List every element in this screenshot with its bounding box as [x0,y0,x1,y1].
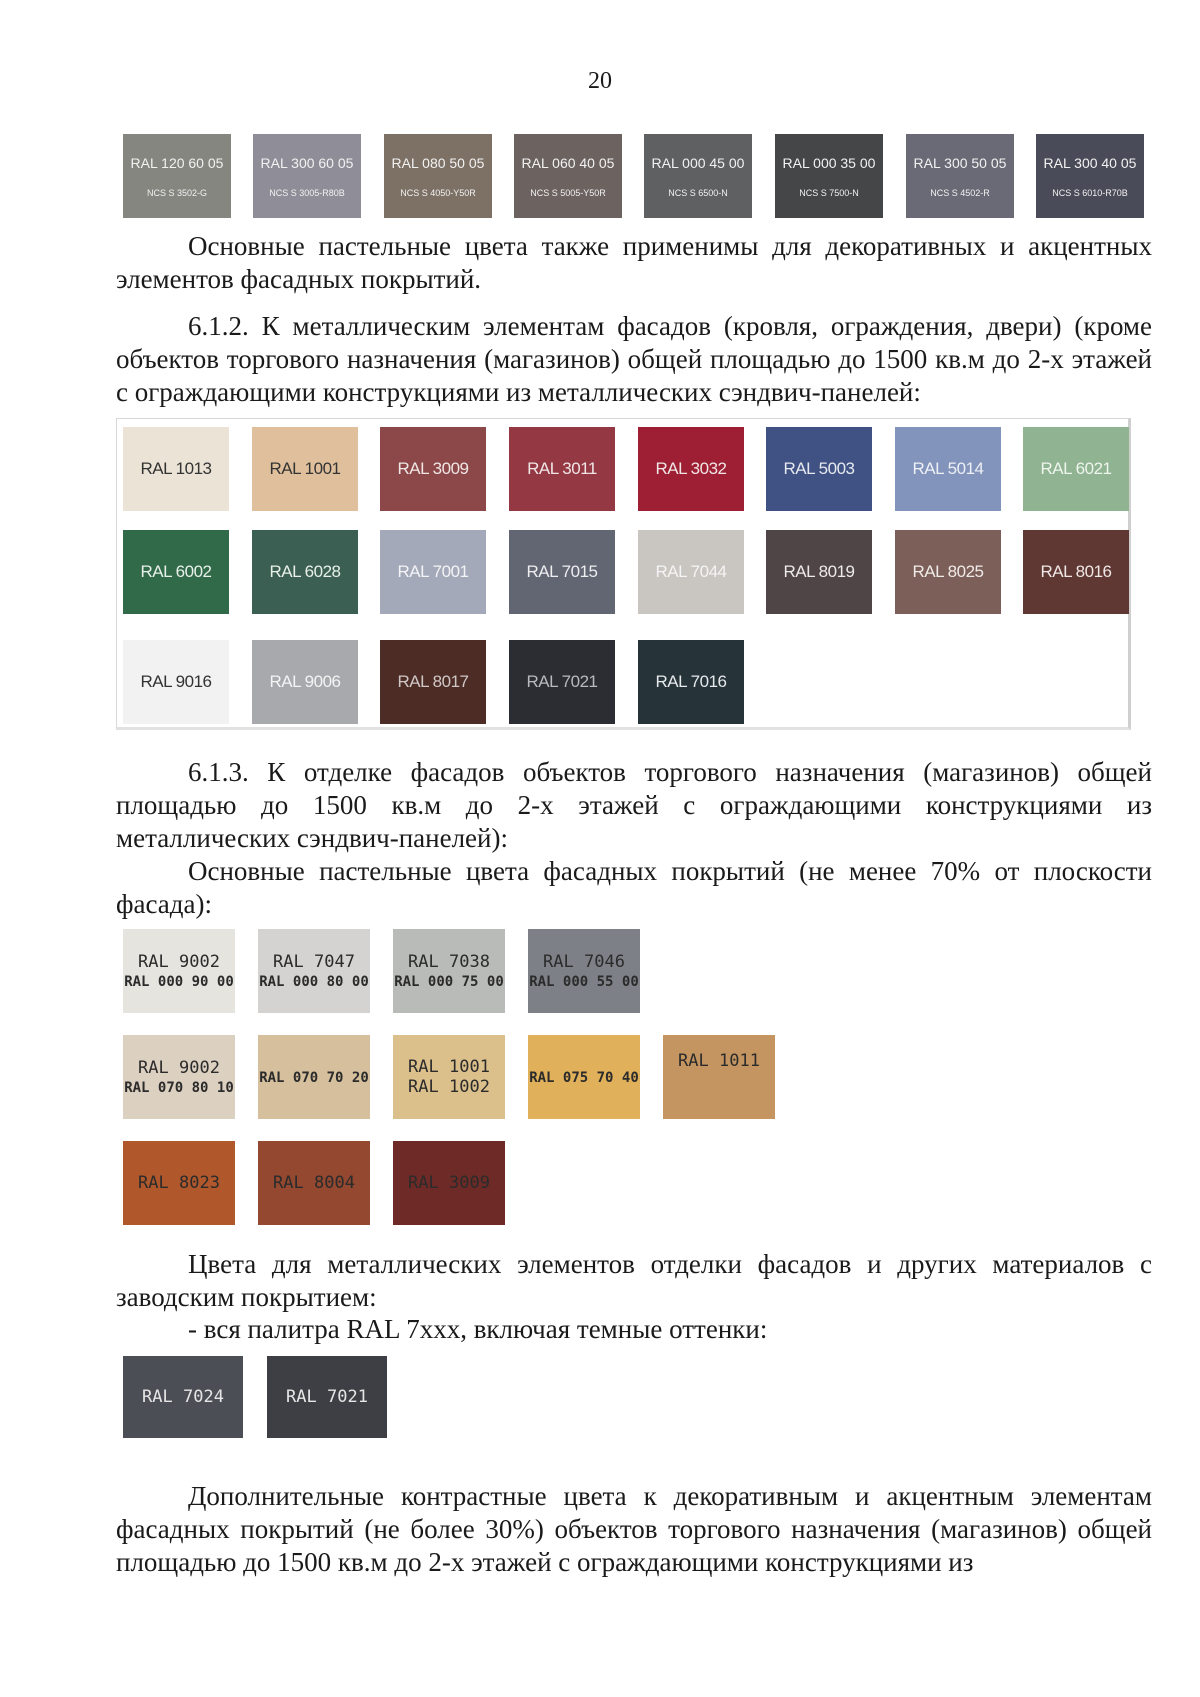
page-number: 20 [588,68,612,94]
pastel-swatch [393,1141,505,1225]
pastel-swatch [258,929,370,1013]
swatch-label-secondary: RAL 070 80 10 [124,1080,234,1096]
design-swatch [644,134,752,218]
metal-swatch: RAL 5014 [895,427,1001,511]
metal-swatch: RAL 6028 [252,530,358,614]
pastel-swatch [258,1035,370,1119]
metal-swatch: RAL 3032 [638,427,744,511]
design-swatch [906,134,1014,218]
metal-swatch: RAL 7001 [380,530,486,614]
metal-swatch: RAL 9006 [252,640,358,724]
metal-swatch: RAL 5003 [766,427,872,511]
swatch-ral-code: RAL 120 60 05 [130,154,224,171]
swatch-label-secondary: RAL 000 75 00 [394,974,504,990]
swatch-label-primary: RAL 7046 [543,952,625,972]
swatch-ncs-code: NCS S 6010-R70B [1052,187,1128,198]
design-swatch [384,134,492,218]
metal-swatch: RAL 7044 [638,530,744,614]
metal-swatch: RAL 1013 [123,427,229,511]
pastel-swatch [123,929,235,1013]
swatch-label-primary: RAL 9002 [138,952,220,972]
metal-swatch: RAL 8017 [380,640,486,724]
swatch-label-primary: RAL 075 70 40 [529,1070,639,1086]
paragraph-6-1-3: 6.1.3. К отделке фасадов объектов торгового назначения (магазинов) общей площадью до 1500 кв.м до 2-х этажей с ограждающими конструкциями из металлических сэндвич-панелей): [116,757,1152,853]
metal-swatch: RAL 9016 [123,640,229,724]
swatch-label-primary: RAL 3009 [408,1173,490,1193]
swatch-label-primary: RAL 1011 [678,1051,760,1071]
pastel-swatch [528,1035,640,1119]
swatch-label-primary: RAL 070 70 20 [259,1070,369,1086]
swatch-label-secondary: RAL 000 55 00 [529,974,639,990]
paragraph-pastel-note: Основные пастельные цвета также применимы для декоративных и акцентных элементов фасадных покрытий. [116,231,1152,294]
pastel-swatch [393,1035,505,1119]
swatch-ral-code: RAL 300 40 05 [1043,154,1137,171]
metal-swatch: RAL 3009 [380,427,486,511]
pastel-swatch [123,1035,235,1119]
swatch-label-primary: RAL 8004 [273,1173,355,1193]
swatch-label-secondary: RAL 1002 [408,1077,490,1097]
swatch-ral-code: RAL 060 40 05 [521,154,615,171]
paragraph-metal-factory-colors: Цвета для металлических элементов отделки фасадов и других материалов с заводским покрытием: [116,1249,1152,1312]
metal-swatch: RAL 7015 [509,530,615,614]
metal-swatch: RAL 8025 [895,530,1001,614]
swatch-label-primary: RAL 1001 [408,1057,490,1077]
design-swatch [775,134,883,218]
metal-swatch: RAL 1001 [252,427,358,511]
swatch-label-primary: RAL 8023 [138,1173,220,1193]
swatch-ral-code: RAL 000 35 00 [782,154,876,171]
swatch-ral-code: RAL 300 60 05 [260,154,354,171]
pastel-swatch [258,1141,370,1225]
metal-swatch: RAL 8019 [766,530,872,614]
design-swatch [1036,134,1144,218]
swatch-ncs-code: NCS S 7500-N [799,187,859,198]
paragraph-6-1-2: 6.1.2. К металлическим элементам фасадов (кровля, ограждения, двери) (кроме объектов торгового назначения (магазинов) общей площадью до 1500 кв.м до 2-х этажей с ограждающими конструкциями из металлических сэндвич-панелей: [116,311,1152,407]
metal-swatch: RAL 6002 [123,530,229,614]
swatch-ral-code: RAL 000 45 00 [651,154,745,171]
swatch-ncs-code: NCS S 5005-Y50R [530,187,606,198]
swatch-ncs-code: NCS S 4502-R [930,187,990,198]
metal-swatch: RAL 8016 [1023,530,1129,614]
swatch-label-secondary: RAL 000 90 00 [124,974,234,990]
design-swatch [514,134,622,218]
swatch-label-primary: RAL 7047 [273,952,355,972]
design-swatch [123,134,231,218]
swatch-label-primary: RAL 7038 [408,952,490,972]
paragraph-contrast-colors: Дополнительные контрастные цвета к декоративным и акцентным элементам фасадных покрытий (не более 30%) объектов торгового назначения (магазинов) общей площадью до 1500 кв.м до 2-х этажей с ограждающими конструкциями из [116,1481,1152,1577]
swatch-ral-code: RAL 080 50 05 [391,154,485,171]
swatch-ncs-code: NCS S 3502-G [146,187,208,198]
metal-swatch: RAL 7021 [509,640,615,724]
pastel-swatch [123,1141,235,1225]
pastel-swatch [528,929,640,1013]
swatch-ncs-code: NCS S 4050-Y50R [400,187,476,198]
paragraph-ral-7xxx: - вся палитра RAL 7xxx, включая темные оттенки: [188,1314,768,1344]
metal-swatch: RAL 6021 [1023,427,1129,511]
swatch-ncs-code: NCS S 3005-R80B [269,187,345,198]
pastel-swatch [393,929,505,1013]
dark-swatch: RAL 7021 [267,1356,387,1438]
metal-swatch: RAL 3011 [509,427,615,511]
paragraph-pastel-main: Основные пастельные цвета фасадных покрытий (не менее 70% от плоскости фасада): [116,856,1152,919]
dark-swatch: RAL 7024 [123,1356,243,1438]
swatch-label-primary: RAL 9002 [138,1058,220,1078]
design-swatch [253,134,361,218]
metal-swatch: RAL 7016 [638,640,744,724]
swatch-label-secondary: RAL 000 80 00 [259,974,369,990]
pastel-swatch [663,1035,775,1119]
swatch-ncs-code: NCS S 6500-N [668,187,728,198]
swatch-ral-code: RAL 300 50 05 [913,154,1007,171]
